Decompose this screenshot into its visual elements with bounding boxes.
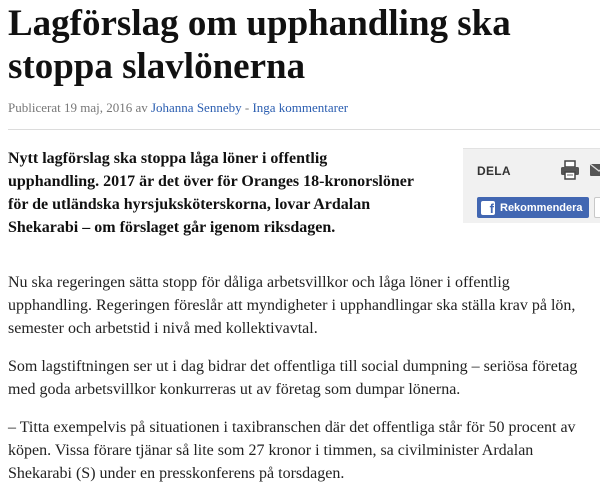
facebook-recommend-button[interactable]	[477, 197, 589, 218]
mail-icon[interactable]	[589, 161, 600, 179]
byline-separator: -	[244, 100, 250, 115]
article-title-line-1: Lagförslag om upphandling ska	[8, 3, 511, 44]
facebook-icon: f	[481, 201, 495, 215]
article-paragraph: Som lagstiftningen ser ut i dag bidrar det offentliga till social dumpning – seriösa företag med goda arbetsvillkor konkurreras ut av företag som dumpar lönerna.	[8, 358, 578, 398]
byline	[8, 100, 348, 116]
facebook-recommend-label: Rekommendera	[500, 201, 583, 214]
facebook-count-bubble	[594, 197, 600, 218]
article-title	[8, 2, 600, 88]
author-link[interactable]: Johanna Senneby	[150, 100, 242, 115]
print-icon[interactable]	[559, 159, 581, 181]
article-title-line-2: stoppa slavlönerna	[8, 46, 306, 87]
comments-link[interactable]: Inga kommentarer	[252, 100, 349, 115]
article-paragraph: – Titta exempelvis på situationen i taxibranschen där det offentliga står för 50 procent av köpen. Vissa förare tjänar så lite som 27 kronor i timmen, sa civilminister Ardalan Shekarabi (S) under en presskonferens på torsdagen.	[8, 419, 576, 482]
share-panel	[463, 148, 600, 223]
publish-date: Publicerat 19 maj, 2016 av	[8, 100, 148, 115]
share-label: DELA	[477, 164, 511, 178]
article-lead: Nytt lagförslag ska stoppa låga löner i offentlig upphandling. 2017 är det över för Oranges 18-kronorslöner för de utländska hyrsjuksköterskorna, lovar Ardalan Shekarabi – om förslaget går igenom riksdagen.	[8, 150, 414, 236]
article-paragraph: Nu ska regeringen sätta stopp för dåliga arbetsvillkor och låga löner i offentlig upphandling. Regeringen föreslår att myndigheter i upphandlingar ska ställa krav på lön, semester och arbetstid i nivå med kollektivavtal.	[8, 274, 576, 337]
divider	[8, 129, 600, 130]
